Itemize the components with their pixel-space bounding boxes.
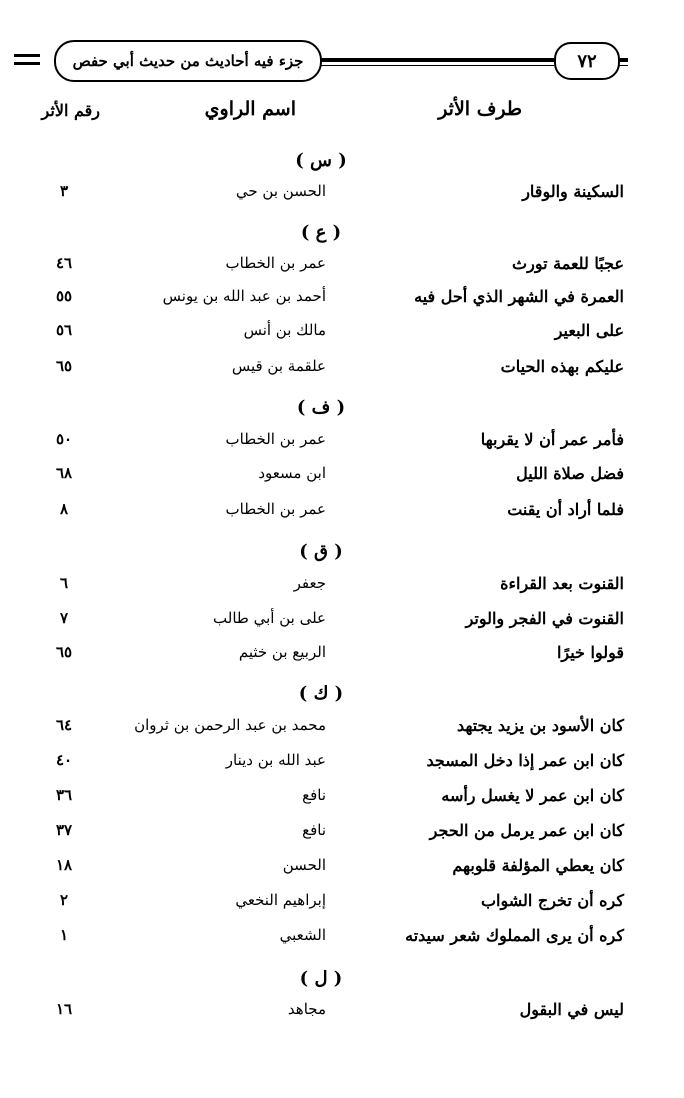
rawi-name: نافع — [302, 821, 326, 839]
athar-number: ١ — [59, 926, 69, 944]
athar-number: ٦٥ — [55, 357, 73, 375]
rawi-name: جعفر — [293, 574, 326, 592]
athar-text: كان ابن عمر إذا دخل المسجد — [426, 751, 624, 770]
athar-text: فأمر عمر أن لا يقربها — [480, 430, 624, 449]
athar-text: كره أن تخرج الشواب — [480, 891, 624, 910]
athar-text: العمرة في الشهر الذي أحل فيه — [414, 287, 624, 306]
rawi-name: محمد بن عبد الرحمن بن ثروان — [134, 716, 326, 734]
athar-number: ٧ — [59, 609, 69, 627]
heading-number: رقم الأثر — [41, 101, 100, 120]
rawi-name: الحسن بن حي — [235, 182, 326, 200]
letter-heading-row — [0, 683, 684, 713]
rawi-name: إبراهيم النخعي — [235, 891, 326, 909]
rawi-name: الربيع بن خثيم — [238, 643, 326, 661]
athar-text: فلما أراد أن يقنت — [507, 500, 624, 519]
athar-number: ٣ — [59, 182, 69, 200]
athar-text: فضل صلاة الليل — [516, 464, 624, 483]
rawi-name: عمر بن الخطاب — [225, 500, 326, 518]
index-entry-row — [0, 254, 684, 284]
index-entry-row — [0, 926, 684, 956]
athar-number: ٤٠ — [55, 751, 73, 769]
athar-text: القنوت بعد القراءة — [500, 574, 624, 593]
athar-text: قولوا خيرًا — [556, 643, 624, 662]
rawi-name: علقمة بن قيس — [231, 357, 326, 375]
letter-heading-row — [0, 150, 684, 180]
letter-heading: ( ع ) — [300, 222, 342, 243]
rawi-name: مجاهد — [287, 1000, 326, 1018]
athar-number: ٦٤ — [55, 716, 73, 734]
header-dash-top — [14, 54, 40, 57]
rawi-name: مالك بن أنس — [243, 321, 326, 339]
athar-number: ٣٦ — [55, 786, 73, 804]
athar-text: كان ابن عمر يرمل من الحجر — [429, 821, 624, 840]
athar-text: على البعير — [554, 321, 624, 340]
running-header — [14, 40, 628, 80]
letter-heading: ( س ) — [295, 150, 347, 171]
rawi-name: الحسن — [282, 856, 326, 874]
index-entry-row — [0, 609, 684, 639]
column-headings — [0, 98, 684, 132]
rawi-name: على بن أبي طالب — [213, 609, 326, 627]
athar-number: ٦٨ — [55, 464, 73, 482]
athar-text: عليكم بهذه الحيات — [500, 357, 624, 376]
index-entry-row — [0, 287, 684, 317]
athar-text: كان الأسود بن يزيد يجتهد — [456, 716, 624, 735]
page-number: ٧٢ — [554, 42, 620, 80]
athar-text: السكينة والوقار — [522, 182, 624, 201]
index-entry-row — [0, 464, 684, 494]
letter-heading: ( ق ) — [299, 541, 343, 562]
letter-heading-row — [0, 968, 684, 998]
header-dash-bottom — [14, 62, 40, 65]
index-entry-row — [0, 751, 684, 781]
header-rule-thin — [318, 65, 554, 66]
index-entry-row — [0, 891, 684, 921]
index-entry-row — [0, 1000, 684, 1030]
index-entry-row — [0, 182, 684, 212]
index-entry-row — [0, 786, 684, 816]
heading-rawi: اسم الراوي — [204, 98, 296, 120]
athar-number: ٦ — [59, 574, 69, 592]
index-entry-row — [0, 357, 684, 387]
rawi-name: نافع — [302, 786, 326, 804]
index-entry-row — [0, 716, 684, 746]
athar-number: ٥٠ — [55, 430, 73, 448]
heading-athar: طرف الأثر — [438, 98, 522, 120]
athar-number: ٣٧ — [55, 821, 73, 839]
letter-heading: ( ل ) — [299, 968, 343, 989]
letter-heading: ( ك ) — [298, 683, 344, 704]
athar-number: ١٨ — [55, 856, 73, 874]
letter-heading-row — [0, 541, 684, 571]
athar-text: كان يعطي المؤلفة قلوبهم — [452, 856, 624, 875]
rawi-name: ابن مسعود — [258, 464, 326, 482]
athar-text: ليس في البقول — [519, 1000, 624, 1019]
rawi-name: الشعبي — [279, 926, 326, 944]
header-rule-thick — [318, 58, 554, 62]
athar-text: كان ابن عمر لا يغسل رأسه — [441, 786, 624, 805]
letter-heading-row — [0, 222, 684, 252]
index-entry-row — [0, 321, 684, 351]
index-entry-row — [0, 430, 684, 460]
athar-number: ١٦ — [55, 1000, 73, 1018]
letter-heading-row — [0, 397, 684, 427]
rawi-name: عمر بن الخطاب — [225, 430, 326, 448]
index-entry-row — [0, 500, 684, 530]
index-entry-row — [0, 574, 684, 604]
index-entry-row — [0, 821, 684, 851]
athar-text: عجبًا للعمة تورث — [512, 254, 624, 273]
book-title: جزء فيه أحاديث من حديث أبي حفص — [54, 40, 322, 82]
athar-text: القنوت في الفجر والوتر — [465, 609, 624, 628]
rawi-name: أحمد بن عبد الله بن يونس — [162, 287, 326, 305]
athar-number: ٥٦ — [55, 321, 73, 339]
index-entry-row — [0, 643, 684, 673]
athar-text: كره أن يرى المملوك شعر سيدته — [405, 926, 624, 945]
athar-number: ٢ — [59, 891, 69, 909]
athar-number: ٦٥ — [55, 643, 73, 661]
athar-number: ٥٥ — [55, 287, 73, 305]
rawi-name: عمر بن الخطاب — [225, 254, 326, 272]
athar-number: ٤٦ — [55, 254, 73, 272]
letter-heading: ( ف ) — [296, 397, 346, 418]
rawi-name: عبد الله بن دينار — [225, 751, 326, 769]
index-entry-row — [0, 856, 684, 886]
athar-number: ٨ — [59, 500, 69, 518]
